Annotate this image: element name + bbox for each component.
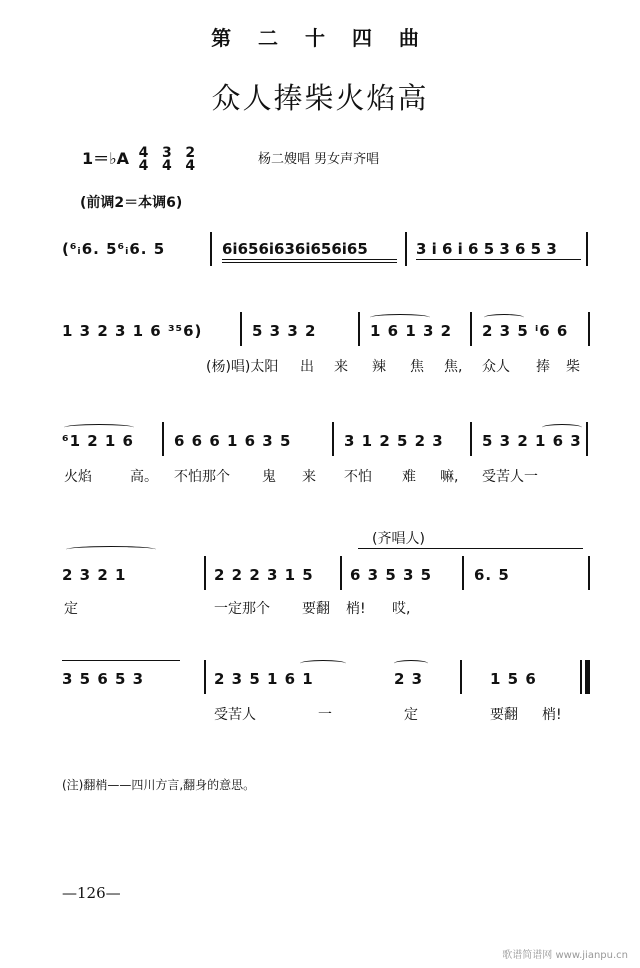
lyric: 嘛, bbox=[440, 469, 459, 485]
lyric: 捧 bbox=[536, 359, 550, 375]
lyric: 要翻 bbox=[302, 601, 330, 617]
lyric: 一定那个 bbox=[214, 601, 270, 617]
barline bbox=[588, 312, 590, 346]
barline bbox=[460, 660, 462, 694]
row1-measure-1: (⁶ᵢ6. 5⁶ᵢ6. 5 bbox=[62, 240, 166, 258]
beam-line bbox=[222, 259, 397, 260]
lyric: 哎, bbox=[392, 601, 411, 617]
row1-measure-2: 6i656i636i656i65 bbox=[222, 240, 368, 258]
lyric: 梢! bbox=[542, 707, 562, 723]
lyric: 受苦人 bbox=[214, 707, 256, 723]
tie-line bbox=[62, 660, 180, 661]
time-signature-2-4: 2 4 bbox=[185, 144, 196, 174]
time-signature-3-4: 3 4 bbox=[161, 144, 172, 174]
lyric: 一 bbox=[318, 707, 332, 723]
final-barline-thin bbox=[580, 660, 582, 694]
lyric: 出 bbox=[300, 359, 314, 375]
chapter-heading: 第 二 十 四 曲 bbox=[211, 26, 429, 50]
lyric: 火焰 bbox=[64, 469, 92, 485]
barline bbox=[470, 422, 472, 456]
key-signature bbox=[82, 146, 199, 173]
barline bbox=[204, 556, 206, 590]
slur bbox=[394, 660, 428, 667]
lyric: 焦 bbox=[410, 359, 424, 375]
row1-measure-3: 3 i 6 i 6 5 3 6 5 3 bbox=[416, 240, 557, 258]
row3-measure-2: 6 6 6 1 6 3 5 bbox=[174, 432, 292, 450]
lyric: 辣 bbox=[372, 359, 386, 375]
chorus-bracket bbox=[358, 548, 583, 549]
lyric: (杨)唱)太阳 bbox=[206, 359, 279, 375]
slur bbox=[484, 314, 524, 321]
lyric: 高。 bbox=[130, 469, 158, 485]
lyric: 不怕那个 bbox=[174, 469, 230, 485]
barline bbox=[586, 232, 588, 266]
lyric: 不怕 bbox=[344, 469, 372, 485]
performer-credit: 杨二嫂唱 男女声齐唱 bbox=[258, 152, 380, 167]
lyric: 梢! bbox=[346, 601, 366, 617]
barline bbox=[588, 556, 590, 590]
lyric: 定 bbox=[404, 707, 418, 723]
barline bbox=[462, 556, 464, 590]
row5-measure-1: 3 5 6 5 3 bbox=[62, 670, 145, 688]
lyric: 难 bbox=[402, 469, 416, 485]
page-number: —126— bbox=[62, 884, 121, 902]
barline bbox=[210, 232, 212, 266]
slur bbox=[542, 424, 582, 431]
slur bbox=[66, 546, 156, 553]
prelude-key-note: (前调2＝本调6) bbox=[80, 195, 183, 211]
lyric: 鬼 bbox=[262, 469, 276, 485]
row3-measure-4: 5 3 2 1 6 3 bbox=[482, 432, 582, 450]
barline bbox=[332, 422, 334, 456]
lyric: 众人 bbox=[482, 359, 510, 375]
row4-measure-2: 2 2 2 3 1 5 bbox=[214, 566, 314, 584]
footnote: (注)翻梢——四川方言,翻身的意思。 bbox=[62, 778, 256, 792]
row2-measure-2: 5 3 3 2 bbox=[252, 322, 317, 340]
beam-line bbox=[222, 262, 397, 263]
barline bbox=[358, 312, 360, 346]
row4-measure-4: 6. 5 bbox=[474, 566, 510, 584]
barline bbox=[470, 312, 472, 346]
slur bbox=[300, 660, 346, 667]
lyric: 焦, bbox=[444, 359, 463, 375]
barline bbox=[586, 422, 588, 456]
lyric: 要翻 bbox=[490, 707, 518, 723]
song-title: 众人捧柴火焰高 bbox=[211, 81, 429, 115]
row2-measure-4: 2 3 5 ⁱ6 6 bbox=[482, 322, 569, 340]
watermark: 歌谱简谱网 www.jianpu.cn bbox=[502, 950, 628, 961]
time-signature-4-4: 4 4 bbox=[138, 144, 149, 174]
lyric: 来 bbox=[334, 359, 348, 375]
slur bbox=[64, 424, 134, 431]
barline bbox=[204, 660, 206, 694]
slur bbox=[370, 314, 430, 321]
row4-measure-1: 2 3 2 1 bbox=[62, 566, 127, 584]
key-label: 1＝♭A bbox=[82, 149, 130, 168]
row5-measure-3: 2 3 bbox=[394, 670, 424, 688]
row2-measure-3: 1 6 1 3 2 bbox=[370, 322, 453, 340]
row5-measure-4: 1 5 6 bbox=[490, 670, 537, 688]
row5-measure-2: 2 3 5 1 6 1 bbox=[214, 670, 314, 688]
beam-line bbox=[416, 259, 581, 260]
final-barline-thick bbox=[585, 660, 590, 694]
lyric: 受苦人一 bbox=[482, 469, 538, 485]
barline bbox=[240, 312, 242, 346]
lyric: 来 bbox=[302, 469, 316, 485]
lyric: 定 bbox=[64, 601, 78, 617]
barline bbox=[162, 422, 164, 456]
barline bbox=[340, 556, 342, 590]
row3-measure-1: ⁶1 2 1 6 bbox=[62, 432, 134, 450]
row2-measure-1: 1 3 2 3 1 6 ³⁵6) bbox=[62, 322, 203, 340]
row3-measure-3: 3 1 2 5 2 3 bbox=[344, 432, 444, 450]
barline bbox=[405, 232, 407, 266]
chorus-marking: (齐唱人) bbox=[372, 531, 425, 547]
row4-measure-3: 6 3 5 3 5 bbox=[350, 566, 433, 584]
lyric: 柴 bbox=[566, 359, 580, 375]
